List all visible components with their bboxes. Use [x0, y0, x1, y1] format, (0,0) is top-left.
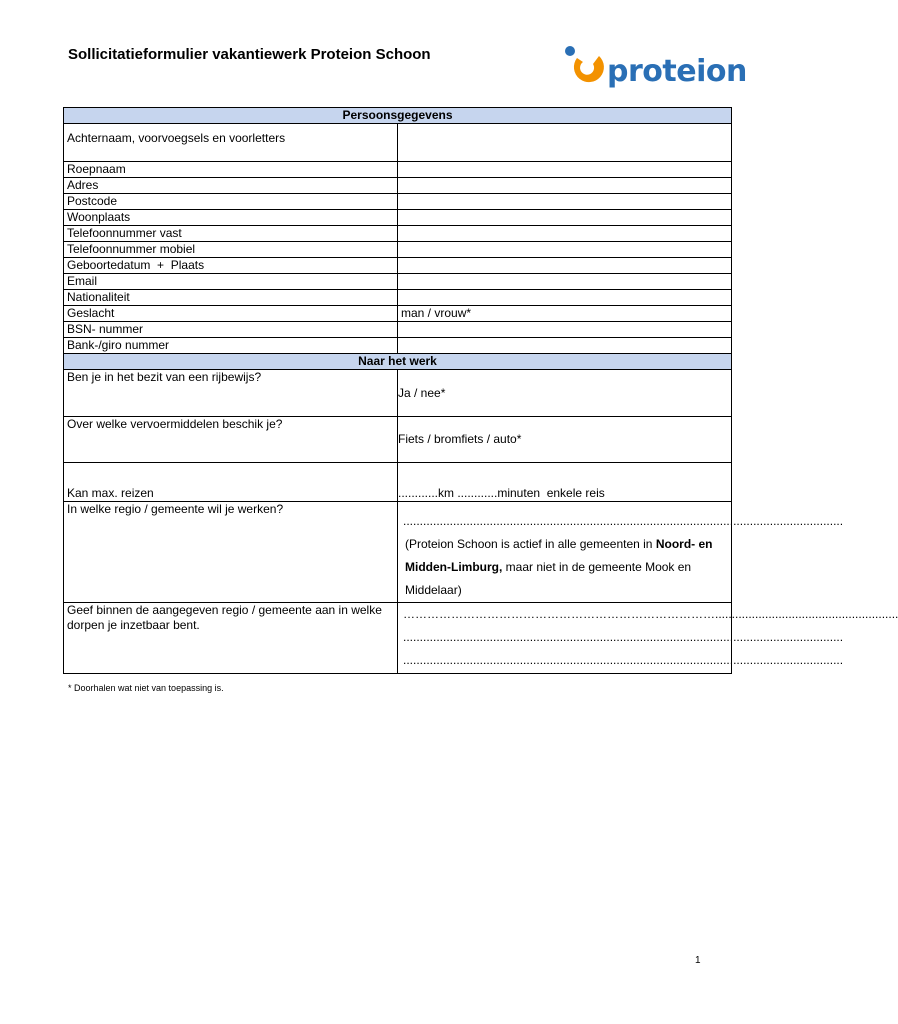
field-label-gender: Geslacht	[64, 306, 398, 322]
field-label-transport: Over welke vervoermiddelen beschik je?	[64, 417, 398, 463]
table-row	[64, 306, 732, 322]
field-label-email: Email	[64, 274, 398, 290]
table-row	[64, 162, 732, 178]
field-value-phone-landline[interactable]	[398, 226, 732, 242]
field-value-gender[interactable]: man / vrouw*	[398, 306, 732, 322]
section-title-work: Naar het werk	[64, 354, 732, 370]
field-value-villages[interactable]	[398, 603, 898, 674]
field-label-phone-landline: Telefoonnummer vast	[64, 226, 398, 242]
table-row	[64, 502, 732, 603]
field-label-first-name: Roepnaam	[64, 162, 398, 178]
field-value-bank[interactable]	[398, 338, 732, 354]
table-row	[64, 290, 732, 306]
field-value-address[interactable]	[398, 178, 732, 194]
table-row	[64, 322, 732, 338]
table-row	[64, 124, 732, 162]
field-value-city[interactable]	[398, 210, 732, 226]
footnote: * Doorhalen wat niet van toepassing is.	[68, 683, 224, 693]
transport-options[interactable]: Fiets / bromfiets / auto*	[398, 432, 522, 446]
application-form-table	[63, 107, 898, 674]
table-row	[64, 338, 732, 354]
field-label-travel	[64, 463, 398, 502]
region-answer-line[interactable]: ....................................................................................................................................	[403, 514, 844, 528]
table-row	[64, 242, 732, 258]
form-title: Sollicitatieformulier vakantiewerk Proteion Schoon	[68, 46, 431, 63]
region-note: (Proteion Schoon is actief in alle gemeenten in Noord- en Midden-Limburg, maar niet in de gemeente Mook en Middelaar)	[405, 537, 713, 597]
table-row	[64, 274, 732, 290]
travel-label-text: Kan max. reizen	[67, 486, 154, 500]
field-value-surname[interactable]	[398, 124, 732, 162]
field-label-license: Ben je in het bezit van een rijbewijs?	[64, 370, 398, 417]
table-row	[64, 194, 732, 210]
logo-wordmark: proteion	[607, 54, 747, 89]
section-title-personal: Persoonsgegevens	[64, 108, 732, 124]
table-row	[64, 417, 732, 463]
field-value-transport[interactable]	[398, 417, 732, 463]
field-label-phone-mobile: Telefoonnummer mobiel	[64, 242, 398, 258]
field-label-address: Adres	[64, 178, 398, 194]
villages-answer-line[interactable]: ....................................................................................................................................	[403, 630, 844, 644]
table-row	[64, 258, 732, 274]
field-value-phone-mobile[interactable]	[398, 242, 732, 258]
license-options[interactable]: Ja / nee*	[398, 385, 446, 400]
field-value-birthdate-place[interactable]	[398, 258, 732, 274]
field-label-nationality: Nationaliteit	[64, 290, 398, 306]
section-header-personal	[64, 108, 732, 124]
field-label-city: Woonplaats	[64, 210, 398, 226]
proteion-logo	[563, 44, 747, 96]
table-row	[64, 178, 732, 194]
field-label-villages: Geef binnen de aangegeven regio / gemeente aan in welke dorpen je inzetbaar bent.	[64, 603, 398, 674]
villages-answer-line[interactable]: …………………………………………………………………….......................................................	[403, 607, 898, 621]
field-label-postcode: Postcode	[64, 194, 398, 210]
table-row	[64, 370, 732, 417]
field-value-nationality[interactable]	[398, 290, 732, 306]
table-row	[64, 463, 732, 502]
page-number: 1	[695, 955, 701, 966]
field-label-surname: Achternaam, voorvoegsels en voorletters	[64, 124, 398, 162]
field-label-bsn: BSN- nummer	[64, 322, 398, 338]
field-value-postcode[interactable]	[398, 194, 732, 210]
region-note-bold: Noord- en Midden-Limburg,	[405, 537, 713, 574]
field-value-email[interactable]	[398, 274, 732, 290]
field-label-region: In welke regio / gemeente wil je werken?	[64, 502, 398, 603]
field-value-license[interactable]	[398, 370, 732, 417]
table-row	[64, 603, 732, 674]
field-value-bsn[interactable]	[398, 322, 732, 338]
table-row	[64, 226, 732, 242]
field-value-first-name[interactable]	[398, 162, 732, 178]
table-row	[64, 210, 732, 226]
field-label-birthdate-place: Geboortedatum + Plaats	[64, 258, 398, 274]
field-value-travel[interactable]	[398, 463, 732, 502]
travel-distance-time[interactable]: ............km ............minuten enkele reis	[398, 486, 605, 500]
field-value-region[interactable]	[398, 502, 844, 603]
villages-answer-line[interactable]: ....................................................................................................................................	[403, 653, 844, 667]
field-label-bank: Bank-/giro nummer	[64, 338, 398, 354]
section-header-work	[64, 354, 732, 370]
